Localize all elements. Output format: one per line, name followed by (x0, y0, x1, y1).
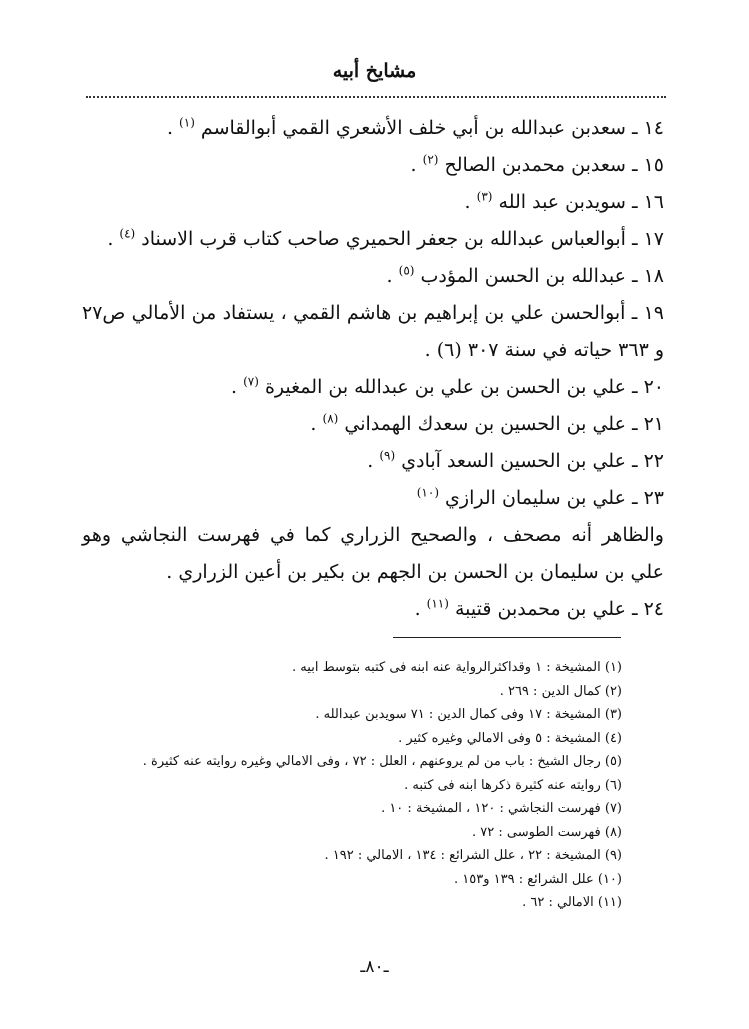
footnote: (٨) فهرست الطوسى : ٧٢ . (472, 824, 622, 840)
narrator-entry (82, 480, 664, 517)
entry-end-mark: . (310, 413, 323, 435)
entry-text: ١٩ ـ أبوالحسن علي بن إبراهيم بن هاشم القمي ، يستفاد من الأمالي ص٢٧ و ٣٦٣ حياته في سنة ٣٠٧ (82, 302, 664, 361)
footnote: (١١) الامالي : ٦٢ . (522, 895, 622, 910)
footnote-separator (393, 637, 621, 638)
entry-end-mark: . (424, 339, 437, 361)
footnote: (٥) رجال الشيخ : باب من لم يروعنهم ، العلل : ٧٢ ، وفى الامالي وغيره روايته عنه كثيرة . (142, 754, 622, 769)
footnote: (١٠) علل الشرائع : ١٣٩ و١٥٣ . (453, 871, 622, 887)
entry-end-mark: . (386, 265, 399, 287)
entry-end-mark: . (107, 228, 120, 250)
page-number: ـ٨٠ـ (360, 957, 389, 977)
entry-end-mark: . (166, 117, 180, 139)
footnote: (٩) المشيخة : ٢٢ ، علل الشرائع : ١٣٤ ، الامالي : ١٩٢ . (324, 848, 622, 863)
entry-text: ٢١ ـ علي بن الحسين بن سعدك الهمداني (344, 413, 664, 435)
entry-note-paragraph (82, 517, 664, 591)
footnote: (١) المشيخة : ١ وقداكثرالرواية عنه ابنه فى كتبه بتوسط ابيه . (292, 660, 622, 675)
footnote-marker: (٥) (398, 263, 415, 278)
footnote-marker: (٨) (322, 411, 339, 426)
narrator-entry (82, 295, 664, 369)
entry-text: ٢٢ ـ علي بن الحسين السعد آبادي (401, 450, 664, 472)
entry-text: والظاهر أنه مصحف ، والصحيح الزراري كما في فهرست النجاشي وهو علي بن سليمان بن الحسن بن الجهم بن بكير بن أعين الزراري . (82, 524, 664, 583)
footnote-marker: (٤) (119, 226, 136, 241)
entry-text: ١٨ ـ عبدالله بن الحسن المؤدب (420, 265, 664, 287)
footnote: (٣) المشيخة : ١٧ وفى كمال الدين : ٧١ سويدبن عبدالله . (315, 707, 622, 722)
entry-end-mark: . (367, 450, 380, 472)
header-dotted-rule (86, 96, 666, 98)
entry-end-mark: . (414, 598, 427, 620)
footnote-marker: (٣) (476, 189, 493, 204)
entry-end-mark: . (410, 154, 423, 176)
entry-end-mark: . (230, 376, 244, 398)
footnote-marker: (١) (179, 115, 195, 130)
footnote: (٤) المشيخة : ٥ وفى الامالي وغيره كثير . (398, 730, 622, 746)
entry-text: ١٥ ـ سعدبن محمدبن الصالح (444, 154, 664, 176)
footnote-marker: (١١) (426, 596, 449, 611)
footnote-marker: (٧) (243, 374, 259, 389)
entry-text: ١٦ ـ سويدبن عبد الله (498, 191, 664, 213)
narrator-entry (82, 110, 664, 147)
footnote: (٧) فهرست النجاشي : ١٢٠ ، المشيخة : ١٠ . (381, 801, 622, 816)
narrator-entry (82, 591, 664, 628)
narrator-entry (82, 184, 664, 221)
entries-list (82, 110, 664, 628)
entry-text: ١٧ ـ أبوالعباس عبدالله بن جعفر الحميري صاحب كتاب قرب الاسناد (141, 228, 664, 250)
footnote-marker: (١٠) (416, 485, 439, 500)
entry-end-mark: . (464, 191, 477, 213)
footnote-marker: (٢) (422, 152, 439, 167)
narrator-entry (82, 443, 664, 480)
running-header: مشايخ أبيه (332, 60, 417, 82)
narrator-entry (82, 258, 664, 295)
footnote-marker: (٩) (379, 448, 396, 463)
footnote: (٢) كمال الدين : ٢٦٩ . (499, 683, 622, 699)
narrator-entry (82, 147, 664, 184)
narrator-entry (82, 406, 664, 443)
footnote: (٦) روايته عنه كثيرة ذكرها ابنه فى كتبه . (404, 777, 622, 793)
narrator-entry (82, 221, 664, 258)
entry-text: ٢٠ ـ علي بن الحسن بن علي بن عبدالله بن المغيرة (264, 376, 664, 398)
footnote-marker: (٦) (436, 339, 462, 361)
footnotes-list (80, 656, 622, 915)
narrator-entry (82, 369, 664, 406)
entry-text: ١٤ ـ سعدبن عبدالله بن أبي خلف الأشعري القمي أبوالقاسم (200, 117, 664, 139)
entry-text: ٢٤ ـ علي بن محمدبن قتيبة (454, 598, 664, 620)
entry-text: ٢٣ ـ علي بن سليمان الرازي (445, 487, 664, 509)
